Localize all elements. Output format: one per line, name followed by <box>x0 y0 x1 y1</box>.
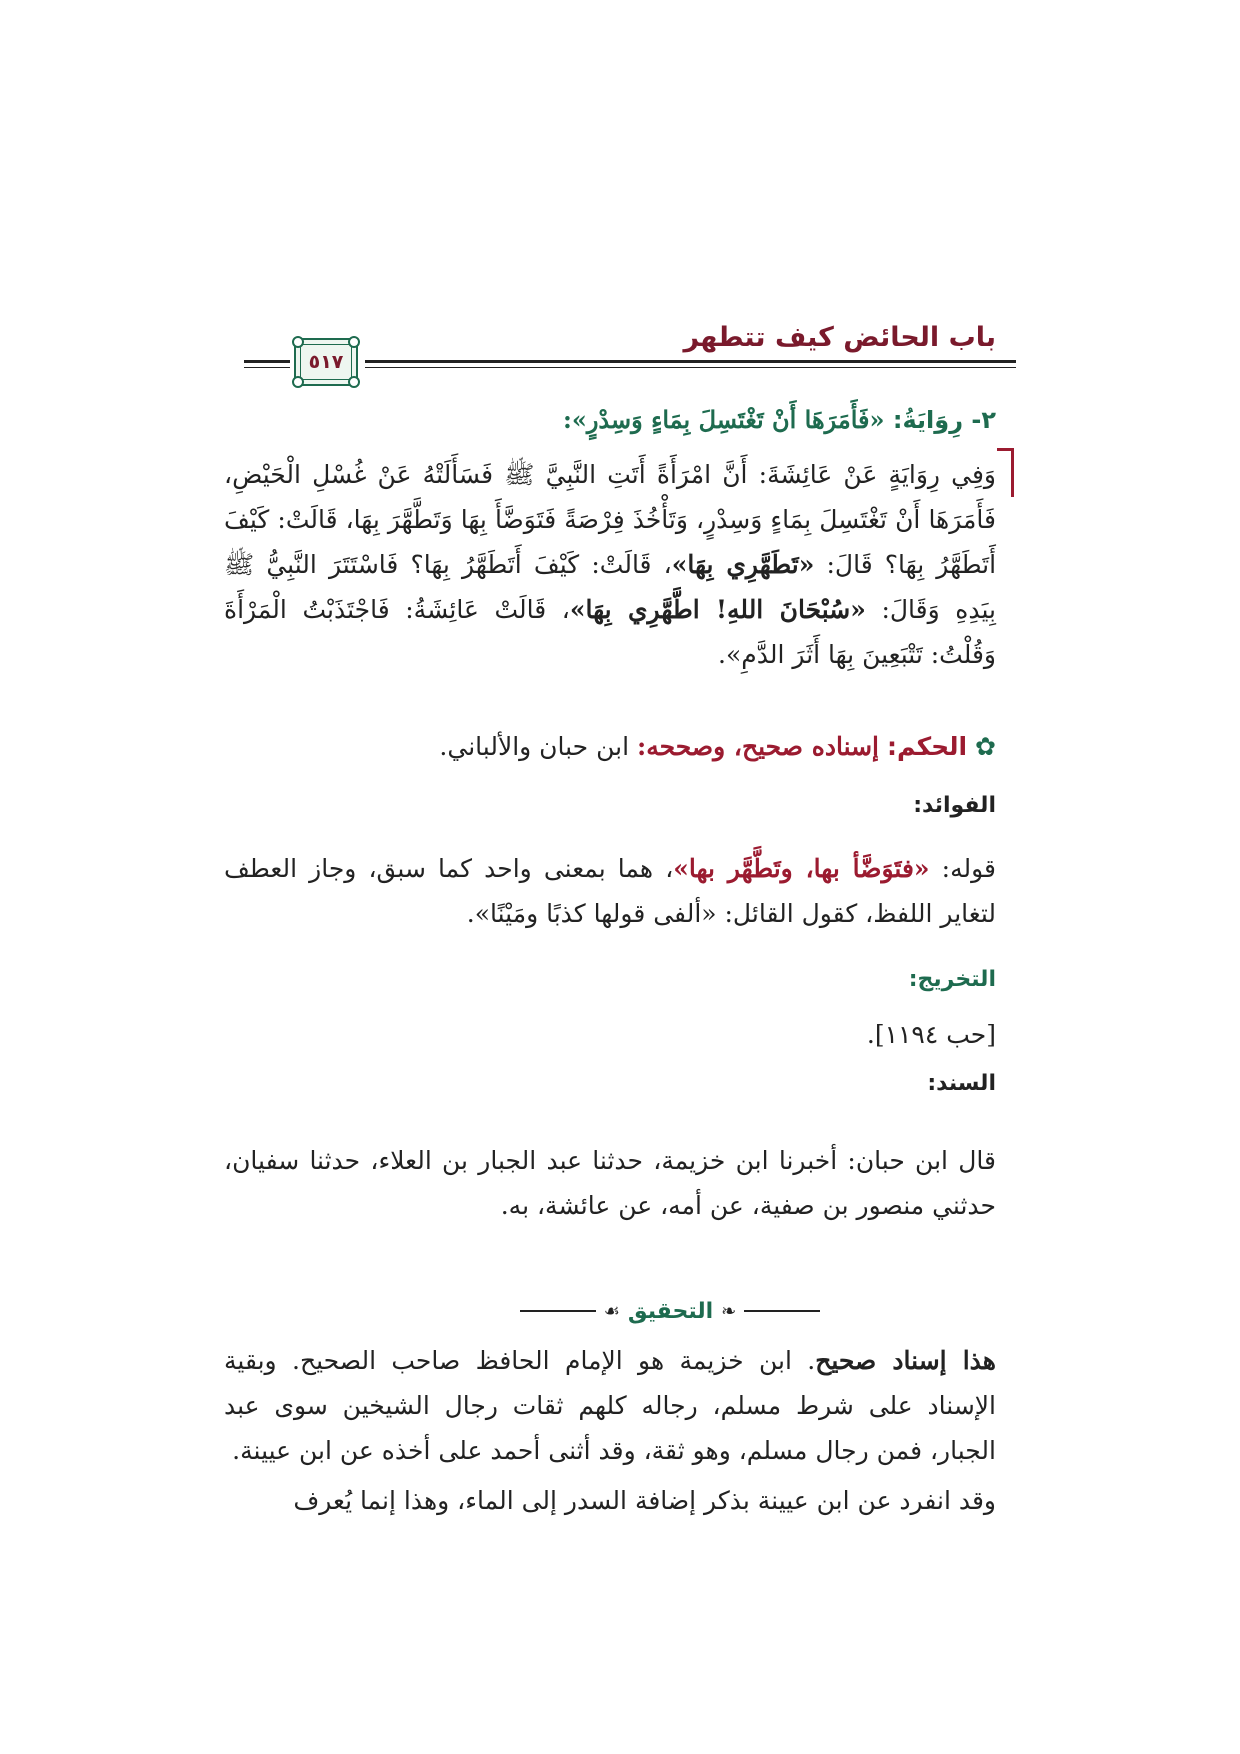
tahqiq-verdict: هذا إسناد صحيح <box>815 1346 996 1375</box>
benefits-part-1: قوله: <box>929 854 996 883</box>
takhrij-text: [حب ١١٩٤]. <box>866 1020 996 1049</box>
badge-corner-ornament-icon <box>292 376 304 388</box>
ruling-line <box>224 724 996 769</box>
page-number-badge <box>294 338 358 386</box>
divider-ornament-icon: ❧ <box>721 1300 737 1322</box>
takhrij-heading: التخريج: <box>908 967 996 992</box>
tahqiq-paragraph-1 <box>224 1338 996 1473</box>
ruling-verdict: إسناده صحيح، وصححه: <box>636 732 880 761</box>
section-label: رِوَايَةُ: <box>892 406 964 434</box>
benefits-text <box>224 846 996 936</box>
ruling-label: الحكم: <box>886 732 968 761</box>
benefits-highlight: «فتَوَضَّأ بها، وتَطَّهَّر بها» <box>673 854 930 883</box>
hadith-part-1: وَفِي رِوَايَةٍ عَنْ عَائِشَةَ: أَنَّ امْرَأَةً أَتَتِ النَّبِيَّ ﷺ فَسَأَلَتْهُ عَنْ غُسْلِ الْحَيْضِ، فَأَمَرَهَا أَنْ تَغْتَسِلَ بِمَاءٍ وَسِدْرٍ، وَتَأْخُذَ فِرْصَةً فَتَوَضَّأَ بِهَا وَتَطَّهَّرَ بِهَا، قَالَتْ: كَيْفَ أَتَطَهَّرُ بِهَا؟ قَالَ: <box>224 460 997 579</box>
hadith-text <box>224 452 996 677</box>
hadith-part-2: ، قَالَتْ: كَيْفَ أَتَطَهَّرُ بِهَا؟ فَاسْتَتَرَ النَّبِيُّ ﷺ بِيَدِهِ وَقَالَ: <box>224 550 996 624</box>
tahqiq-divider <box>520 1296 820 1326</box>
divider-rule <box>520 1310 596 1312</box>
tahqiq-heading: التحقيق <box>627 1298 714 1324</box>
header-rule-right <box>365 360 1016 368</box>
benefits-part-2: ، هما بمعنى واحد كما سبق، وجاز العطف لتغاير اللفظ، كقول القائل: «ألفى قولها كذبًا ومَيْنًا». <box>224 854 996 928</box>
sanad-text: قال ابن حبان: أخبرنا ابن خزيمة، حدثنا عبد الجبار بن العلاء، حدثنا سفيان، حدثني منصور بن صفية، عن أمه، عن عائشة، به. <box>224 1146 996 1220</box>
section-heading <box>224 400 996 440</box>
hadith-quote-1: «تَطَهَّرِي بِهَا» <box>671 550 815 579</box>
ruling-text: ابن حبان والألباني. <box>439 732 630 761</box>
hadith-corner-ornament <box>997 448 1014 497</box>
section-number: ٢- <box>971 406 996 434</box>
divider-rule <box>744 1310 820 1312</box>
flower-ornament-icon: ✿ <box>975 732 996 761</box>
badge-corner-ornament-icon <box>292 336 304 348</box>
divider-ornament-icon: ☙ <box>603 1300 620 1322</box>
chapter-title: باب الحائض كيف تتطهر <box>683 322 996 353</box>
page-number: ٥١٧ <box>300 344 352 380</box>
badge-corner-ornament-icon <box>348 336 360 348</box>
sanad-heading: السند: <box>927 1071 996 1096</box>
tahqiq-text-1: . ابن خزيمة هو الإمام الحافظ صاحب الصحيح. وبقية الإسناد على شرط مسلم، رجاله كلهم ثقات رجال الشيخين سوى عبد الجبار، فمن رجال مسلم، وهو ثقة، وقد أثنى أحمد على أخذه عن ابن عيينة. <box>224 1346 996 1465</box>
header-rule-left <box>244 360 290 368</box>
hadith-part-3: ، قَالَتْ عَائِشَةُ: فَاجْتَذَبْتُ الْمَرْأَةَ وَقُلْتُ: تَتْبَعِينَ بِهَا أَثَرَ الدَّمِ». <box>224 595 996 669</box>
badge-corner-ornament-icon <box>348 376 360 388</box>
benefits-heading: الفوائد: <box>913 793 996 818</box>
hadith-quote-2: «سُبْحَانَ اللهِ! اطَّهَّرِي بِهَا» <box>569 595 866 624</box>
section-quote: «فَأَمَرَهَا أَنْ تَغْتَسِلَ بِمَاءٍ وَسِدْرٍ»: <box>562 405 885 434</box>
tahqiq-paragraph-2: وقد انفرد عن ابن عيينة بذكر إضافة السدر إلى الماء، وهذا إنما يُعرف <box>293 1486 996 1515</box>
